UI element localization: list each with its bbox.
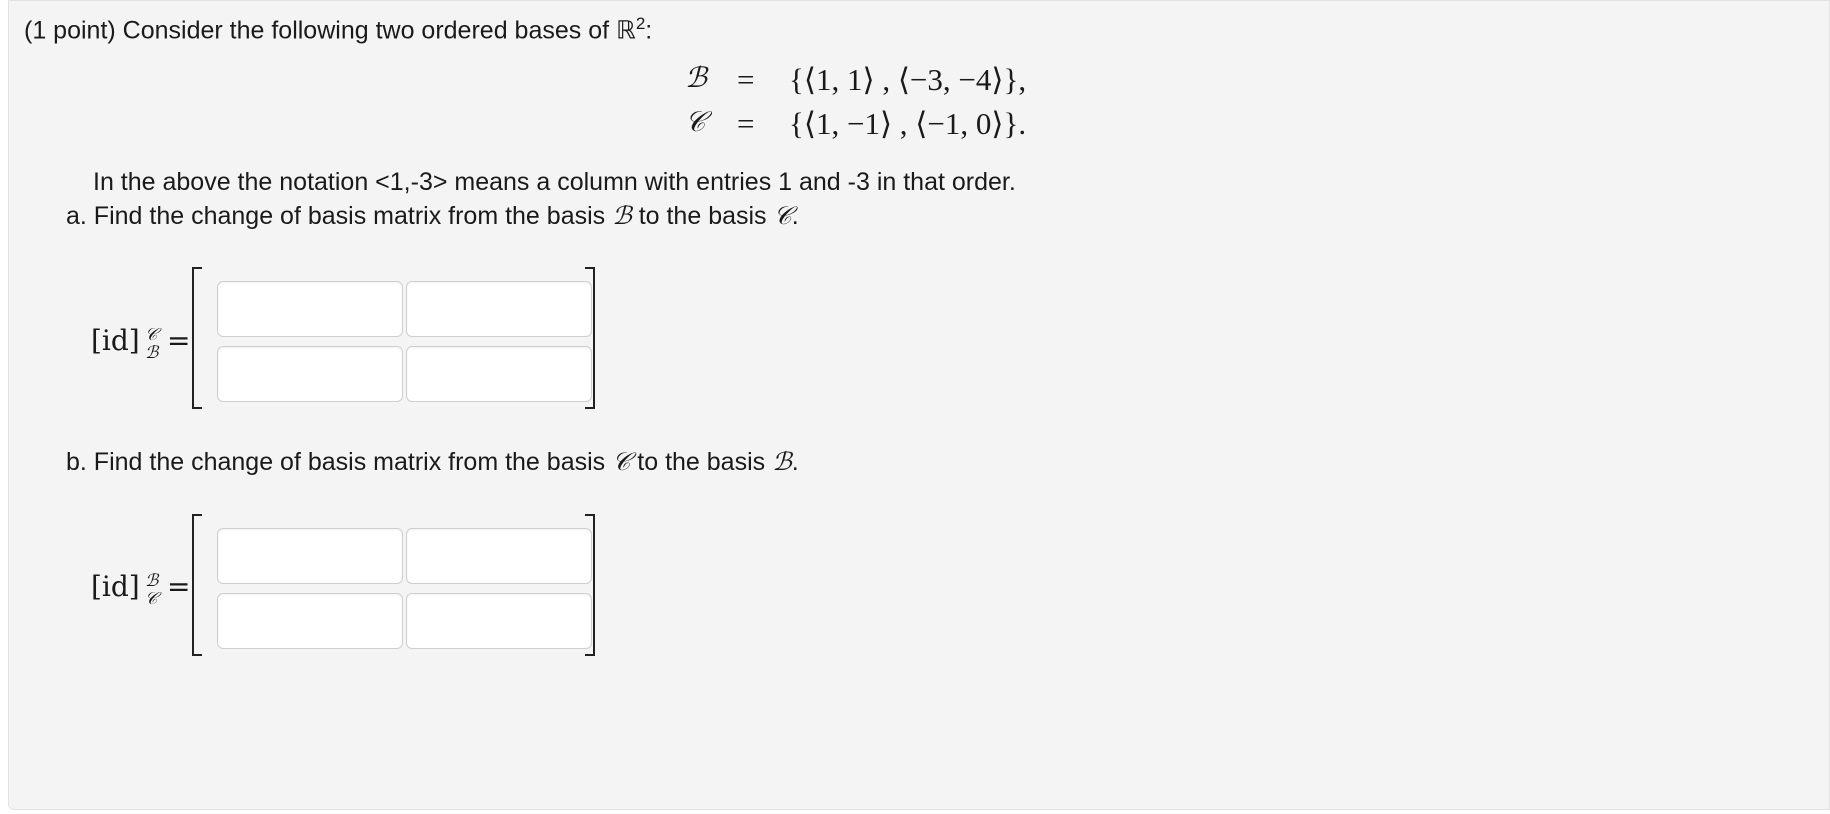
matrix-b-left-bracket: [192, 514, 202, 656]
matrix-a-r1c1-input[interactable]: [217, 281, 403, 337]
matrix-a-label: [91, 324, 191, 363]
part-b-to-basis: ℬ: [772, 447, 792, 476]
matrix-b-r1c1-input[interactable]: [217, 528, 403, 584]
matrix-b-equals: =: [167, 570, 191, 603]
part-a-period: .: [791, 202, 799, 230]
matrix-a-r1c2-input[interactable]: [406, 281, 592, 337]
matrix-b-superscript: ℬ: [145, 571, 159, 591]
matrix-a-r2c1-input[interactable]: [217, 346, 403, 402]
notation-note: In the above the notation <1,-3> means a column with entries 1 and -3 in that order.: [93, 168, 1016, 196]
part-b-mid-text: to the basis: [630, 448, 773, 476]
part-a-to-basis: 𝒞: [773, 201, 792, 230]
matrix-a-id: [id]: [91, 324, 140, 357]
matrix-b-r2c2-input[interactable]: [406, 593, 592, 649]
real-numbers-symbol: ℝ: [616, 15, 636, 45]
matrix-b-r2c1-input[interactable]: [217, 593, 403, 649]
part-b-text: b. Find the change of basis matrix from the basis: [66, 448, 613, 476]
field-exponent: 2: [635, 14, 646, 33]
part-b-from-basis: 𝒞: [612, 447, 631, 476]
basis-C-symbol: 𝒞: [685, 105, 706, 138]
basis-C-set: {⟨1, −1⟩ , ⟨−1, 0⟩}.: [789, 106, 1027, 141]
part-a-question: [66, 201, 799, 231]
basis-B-equals: =: [737, 62, 755, 97]
matrix-a-left-bracket: [192, 267, 202, 409]
matrix-a-superscript: 𝒞: [145, 325, 158, 345]
matrix-b-subscript: 𝒞: [145, 589, 158, 609]
part-a-text: a. Find the change of basis matrix from the basis: [66, 202, 613, 230]
problem-panel: [8, 0, 1830, 810]
matrix-a-r2c2-input[interactable]: [406, 346, 592, 402]
part-b-period: .: [791, 448, 799, 476]
part-b-question: [66, 447, 799, 477]
problem-intro: [24, 9, 652, 45]
intro-colon: :: [645, 16, 653, 45]
matrix-a-equals: =: [167, 324, 191, 357]
matrix-b-r1c2-input[interactable]: [406, 528, 592, 584]
basis-C-equals: =: [737, 106, 755, 141]
matrix-a-subscript: ℬ: [145, 343, 159, 363]
part-a-mid-text: to the basis: [631, 202, 774, 230]
matrix-b-label: [91, 570, 191, 609]
basis-B-set: {⟨1, 1⟩ , ⟨−3, −4⟩},: [789, 62, 1027, 97]
matrix-b-id: [id]: [91, 570, 140, 603]
intro-text: (1 point) Consider the following two ordered bases of: [24, 16, 616, 45]
part-a-from-basis: ℬ: [612, 201, 632, 230]
basis-B-symbol: ℬ: [685, 61, 708, 94]
